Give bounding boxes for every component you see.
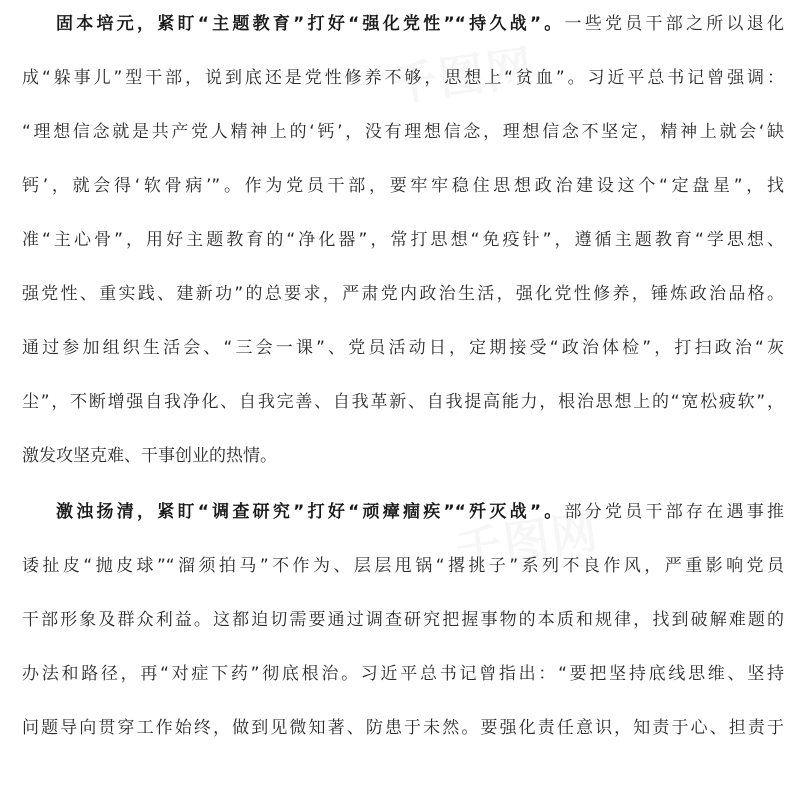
paragraph-line: 准“主心骨”，用好主题教育的“净化器”，常打思想“免疫针”，遵循主题教育“学思想、 (22, 230, 784, 250)
paragraph-line: 尘”，不断增强自我净化、自我完善、自我革新、自我提高能力，根治思想上的“宽松疲软”， (22, 392, 784, 412)
paragraph-line: 钙’，就会得‘软骨病’”。作为党员干部，要牢牢稳住思想政治建设这个“定盘星”，找 (22, 176, 784, 196)
paragraph-line: 问题导向贯穿工作始终，做到见微知著、防患于未然。要强化责任意识，知责于心、担责于 (22, 718, 784, 738)
paragraph-heading: 激浊扬清，紧盯“调查研究”打好“顽瘴痼疾”“歼灭战”。 (56, 502, 565, 522)
paragraph-line: 干部形象及群众利益。这都迫切需要通过调查研究把握事物的本质和规律，找到破解难题的 (22, 610, 784, 630)
document-body (22, 0, 784, 771)
paragraph-text: 部分党员干部存在遇事推 (564, 502, 785, 522)
paragraph-line: “理想信念就是共产党人精神上的‘钙’，没有理想信念，理想信念不坚定，精神上就会‘缺 (22, 122, 784, 142)
paragraph-heading: 固本培元，紧盯“主题教育”打好“强化党性”“持久战”。 (56, 14, 565, 34)
paragraph-line: 诿扯皮“抛皮球”“溜须拍马”不作为、层层甩锅“撂挑子”系列不良作风，严重影响党员 (22, 556, 784, 576)
paragraph-1 (22, 0, 784, 467)
paragraph-2 (22, 499, 784, 739)
paragraph-text: 一些党员干部之所以退化 (564, 14, 785, 34)
paragraph-line: 激发攻坚克难、干事创业的热情。 (22, 446, 277, 466)
paragraph-line: 成“躲事儿”型干部，说到底还是党性修养不够，思想上“贫血”。习近平总书记曾强调： (22, 68, 784, 88)
paragraph-line: 强党性、重实践、建新功”的总要求，严肃党内政治生活，强化党性修养，锤炼政治品格。 (22, 284, 784, 304)
paragraph-line: 通过参加组织生活会、“三会一课”、党员活动日，定期接受“政治体检”，打扫政治“灰 (22, 338, 784, 358)
paragraph-first-line (22, 13, 784, 35)
paragraph-first-line (22, 501, 784, 523)
paragraph-line: 办法和路径，再“对症下药”彻底根治。习近平总书记曾指出：“要把坚持底线思维、坚持 (22, 664, 784, 684)
